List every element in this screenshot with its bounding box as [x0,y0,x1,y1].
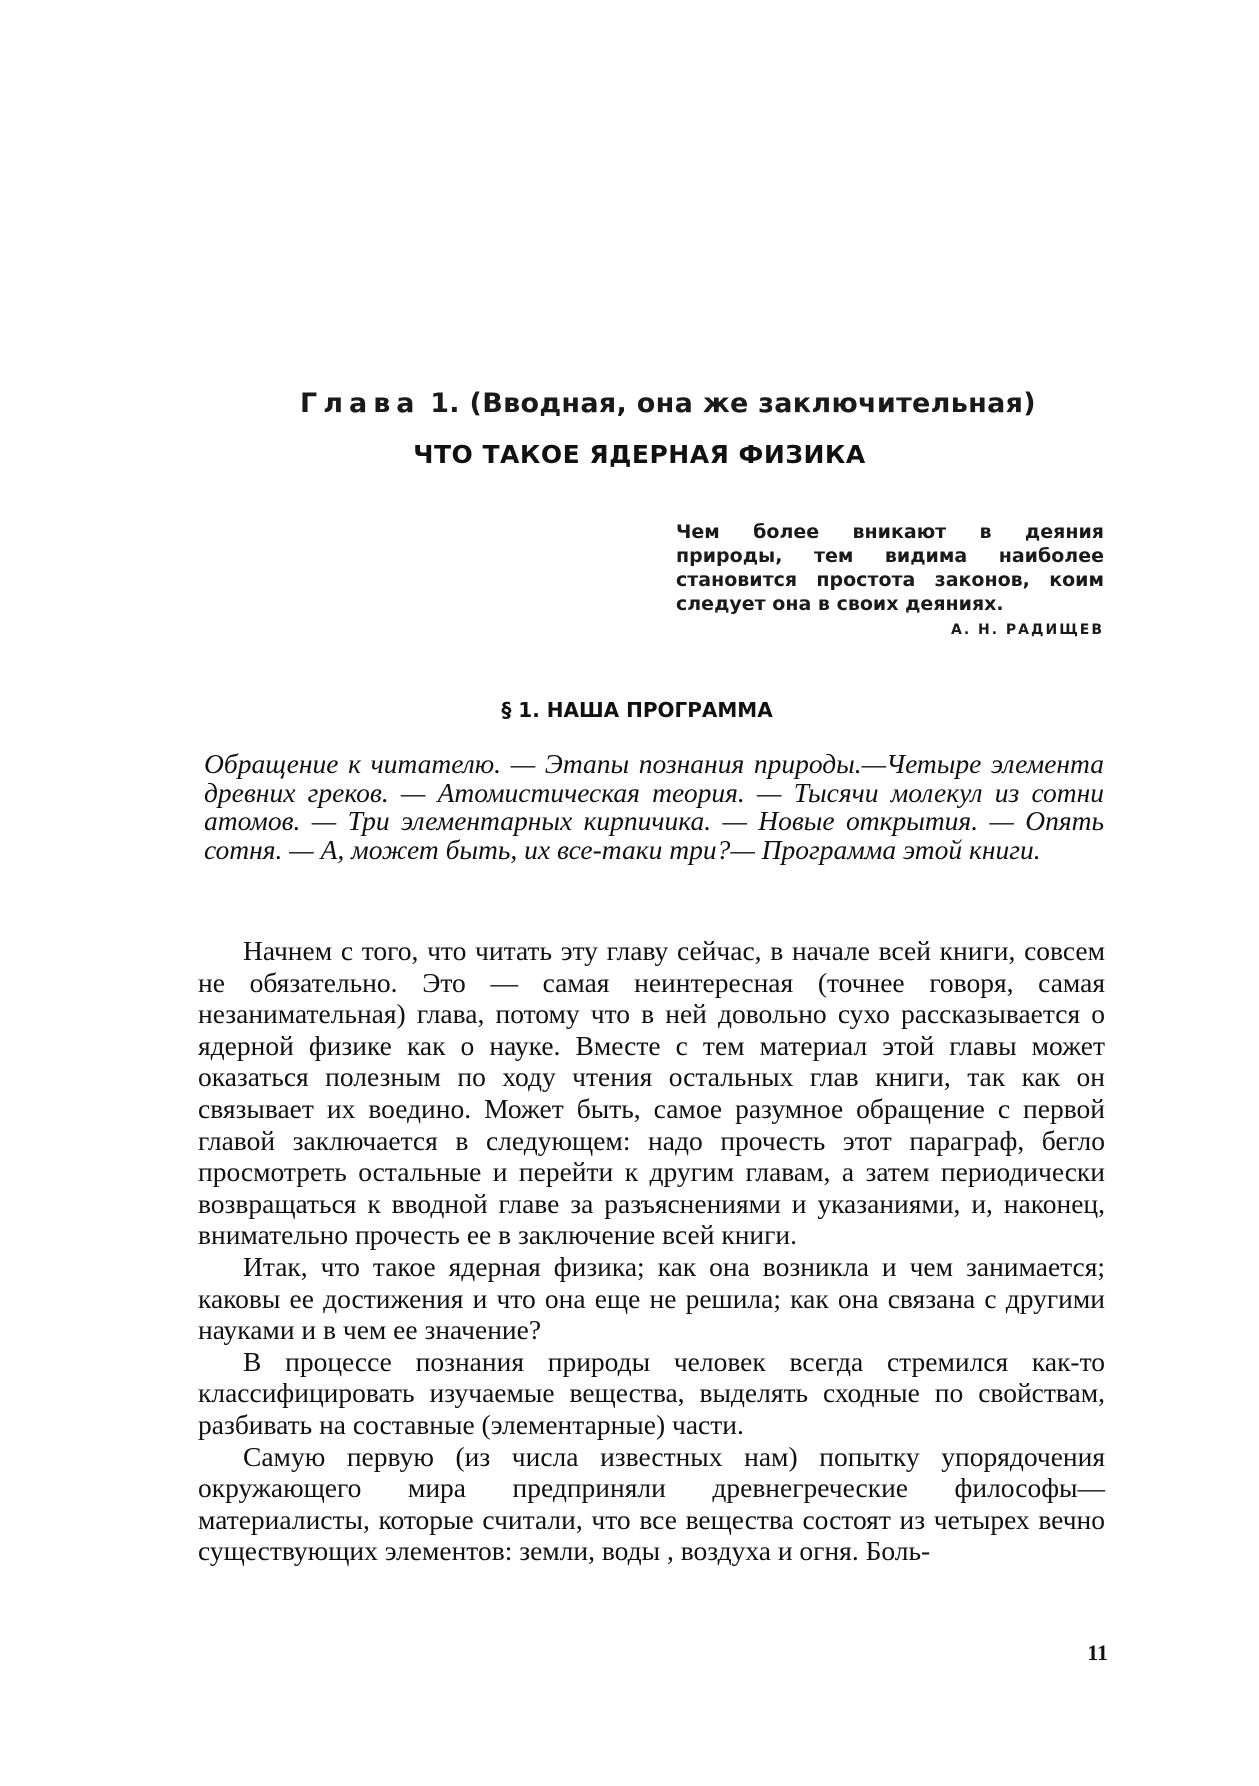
chapter-label: Глава [300,388,421,419]
paragraph: В процессе познания природы человек всегда стремился как-то классифицировать изучаемые вещества, выделять сходные по свойствам, разбивать на составные (элементарные) части. [198,1345,1105,1440]
section-summary: Обращение к читателю. — Этапы познания природы.—Четыре элемента древних греков. — Атомистическая теория. — Тысячи молекул из сотни атомов. — Три элементарных кирпичика. — Новые открытия. — Опять сотня. — А, может быть, их все-таки три?— Программа этой книги. [204,748,1104,865]
page-number: 11 [1087,1640,1108,1665]
body-text [198,935,1105,1567]
chapter-title: ЧТО ТАКОЕ ЯДЕРНАЯ ФИЗИКА [413,440,866,469]
chapter-number-note: 1. (Вводная, она же заключительная) [430,388,1036,419]
paragraph: Начнем с того, что читать эту главу сейчас, в начале всей книги, совсем не обязательно. Это — самая неинтересная (точнее говоря, самая незанимательная) глава, потому что в ней довольно сухо рассказывается о ядерной физике как о науке. Вместе с тем материал этой главы может оказаться полезным по ходу чтения остальных глав книги, так как он связывает их воедино. Может быть, самое разумное обращение с первой главой заключается в следующем: надо прочесть этот параграф, бегло просмотреть остальные и перейти к другим главам, а затем периодически возвращаться к вводной главе за разъяснениями и указаниями, и, наконец, внимательно прочесть ее в заключение всей книги. [198,935,1105,1251]
epigraph-text: Чем более вникают в деяния природы, тем видима наиболее становится простота законов, коим следует она в своих деяниях. [676,521,1104,615]
epigraph-author: А. Н. РАДИЩЕВ [950,622,1104,638]
paragraph: Итак, что такое ядерная физика; как она возникла и чем занимается; каковы ее достижения и что она еще не решила; как она связана с другими науками и в чем ее значение? [198,1250,1105,1346]
section-title: § 1. НАША ПРОГРАММА [501,698,773,722]
paragraph: Самую первую (из числа известных нам) попытку упорядочения окружающего мира предприняли древнегреческие философы—материалисты, которые считали, что все вещества состоят из четырех вечно существующих элементов: земли, воды , воздуха и огня. Боль- [198,1440,1105,1567]
chapter-heading [300,388,1036,419]
